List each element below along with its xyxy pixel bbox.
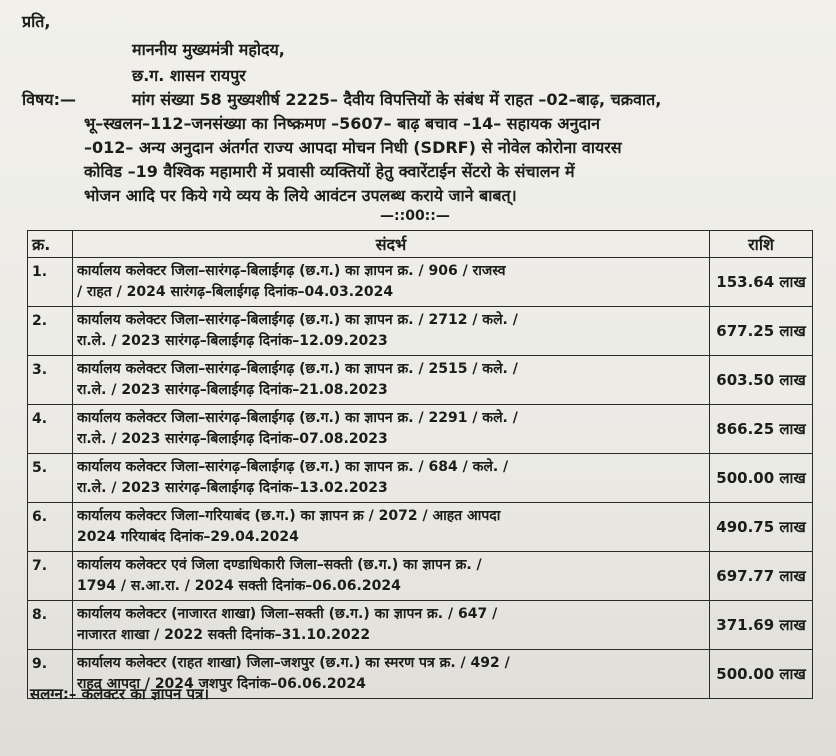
reference-line-1: कार्यालय कलेक्टर जिला–गरियाबंद (छ.ग.) का ज्ञापन क्र / 2072 / आहत आपदा	[77, 508, 501, 524]
reference-line-2: रा.ले. / 2023 सारंगढ़–बिलाईगढ़ दिनांक–07.08.2023	[77, 431, 388, 447]
subject-line: मांग संख्या 58 मुख्यशीर्ष 2225– दैवीय विपत्तियों के संबंध में राहत –02–बाढ़, चक्रवात,	[132, 90, 662, 109]
row-reference	[73, 552, 710, 601]
separator: —::00::—	[380, 208, 450, 224]
table-row	[28, 503, 813, 552]
row-serial-no: 8.	[28, 601, 73, 650]
reference-line-1: कार्यालय कलेक्टर जिला–सारंगढ़–बिलाईगढ़ (छ.ग.) का ज्ञापन क्र. / 2712 / कले. /	[77, 312, 518, 328]
row-amount: 500.00 लाख	[710, 650, 813, 699]
row-amount: 866.25 लाख	[710, 405, 813, 454]
table-header-row	[28, 231, 813, 258]
row-reference	[73, 307, 710, 356]
reference-line-1: कार्यालय कलेक्टर जिला–सारंगढ़–बिलाईगढ़ (छ.ग.) का ज्ञापन क्र. / 906 / राजस्व	[77, 263, 506, 279]
reference-line-1: कार्यालय कलेक्टर एवं जिला दण्डाधिकारी जिला–सक्ती (छ.ग.) का ज्ञापन क्र. /	[77, 557, 482, 573]
enclosure-note: सलग्न:– कलेक्टर का ज्ञापन पत्र।	[30, 685, 210, 703]
subject-text	[84, 88, 808, 208]
row-reference	[73, 356, 710, 405]
table-row	[28, 552, 813, 601]
row-amount: 697.77 लाख	[710, 552, 813, 601]
subject-line: भू–स्खलन–112–जनसंख्या का निष्क्रमण –5607– बाढ़ बचाव –14– सहायक अनुदान	[84, 114, 601, 133]
reference-line-1: कार्यालय कलेक्टर (नाजारत शाखा) जिला–सक्ती (छ.ग.) का ज्ञापन क्र. / 647 /	[77, 606, 498, 622]
reference-line-2: 1794 / स.आ.रा. / 2024 सक्ती दिनांक–06.06.2024	[77, 578, 401, 594]
reference-line-1: कार्यालय कलेक्टर (राहत शाखा) जिला–जशपुर (छ.ग.) का स्मरण पत्र क्र. / 492 /	[77, 655, 510, 671]
row-reference	[73, 601, 710, 650]
row-serial-no: 6.	[28, 503, 73, 552]
addressee-line-1: माननीय मुख्यमंत्री महोदय,	[132, 40, 285, 59]
reference-line-1: कार्यालय कलेक्टर जिला–सारंगढ़–बिलाईगढ़ (छ.ग.) का ज्ञापन क्र. / 684 / कले. /	[77, 459, 509, 475]
subject-label: विषय:—	[22, 90, 76, 109]
table-row	[28, 258, 813, 307]
reference-line-2: रा.ले. / 2023 सारंगढ़–बिलाईगढ़ दिनांक–13.02.2023	[77, 480, 388, 496]
row-serial-no: 4.	[28, 405, 73, 454]
row-amount: 603.50 लाख	[710, 356, 813, 405]
reference-line-2: नाजारत शाखा / 2022 सक्ती दिनांक–31.10.2022	[77, 627, 371, 643]
reference-table	[27, 230, 813, 699]
row-serial-no: 3.	[28, 356, 73, 405]
header-reference: संदर्भ	[73, 231, 710, 258]
addressee-line-2: छ.ग. शासन रायपुर	[132, 66, 246, 85]
row-serial-no: 2.	[28, 307, 73, 356]
subject-line: कोविड –19 वैश्विक महामारी में प्रवासी व्यक्तियों हेतु क्वारेंटाईन सेंटरो के संचालन में	[84, 162, 575, 181]
row-serial-no: 9.	[28, 650, 73, 699]
row-reference	[73, 258, 710, 307]
row-amount: 500.00 लाख	[710, 454, 813, 503]
reference-line-2: 2024 गरियाबंद दिनांक–29.04.2024	[77, 529, 299, 545]
row-amount: 153.64 लाख	[710, 258, 813, 307]
row-serial-no: 7.	[28, 552, 73, 601]
row-reference	[73, 454, 710, 503]
row-serial-no: 1.	[28, 258, 73, 307]
reference-line-2: / राहत / 2024 सारंगढ़–बिलाईगढ़ दिनांक–04.03.2024	[77, 284, 394, 300]
row-reference	[73, 503, 710, 552]
reference-line-2: राहत आपदा / 2024 जशपुर दिनांक–06.06.2024	[77, 676, 366, 692]
table-row	[28, 405, 813, 454]
header-serial-no: क्र.	[28, 231, 73, 258]
to-label: प्रति,	[22, 12, 51, 31]
subject-line: –012– अन्य अनुदान अंतर्गत राज्य आपदा मोचन निधी (SDRF) से नोवेल कोरोना वायरस	[84, 138, 622, 157]
row-amount: 677.25 लाख	[710, 307, 813, 356]
reference-line-2: रा.ले. / 2023 सारंगढ़–बिलाईगढ़ दिनांक–21.08.2023	[77, 382, 388, 398]
reference-line-1: कार्यालय कलेक्टर जिला–सारंगढ़–बिलाईगढ़ (छ.ग.) का ज्ञापन क्र. / 2291 / कले. /	[77, 410, 518, 426]
row-reference	[73, 405, 710, 454]
row-amount: 490.75 लाख	[710, 503, 813, 552]
table-row	[28, 601, 813, 650]
row-serial-no: 5.	[28, 454, 73, 503]
reference-line-1: कार्यालय कलेक्टर जिला–सारंगढ़–बिलाईगढ़ (छ.ग.) का ज्ञापन क्र. / 2515 / कले. /	[77, 361, 518, 377]
subject-line: भोजन आदि पर किये गये व्यय के लिये आवंटन उपलब्ध कराये जाने बाबत्।	[84, 186, 517, 205]
table-row	[28, 356, 813, 405]
reference-line-2: रा.ले. / 2023 सारंगढ़–बिलाईगढ़ दिनांक–12.09.2023	[77, 333, 388, 349]
header-amount: राशि	[710, 231, 813, 258]
row-amount: 371.69 लाख	[710, 601, 813, 650]
table-row	[28, 454, 813, 503]
table-row	[28, 307, 813, 356]
